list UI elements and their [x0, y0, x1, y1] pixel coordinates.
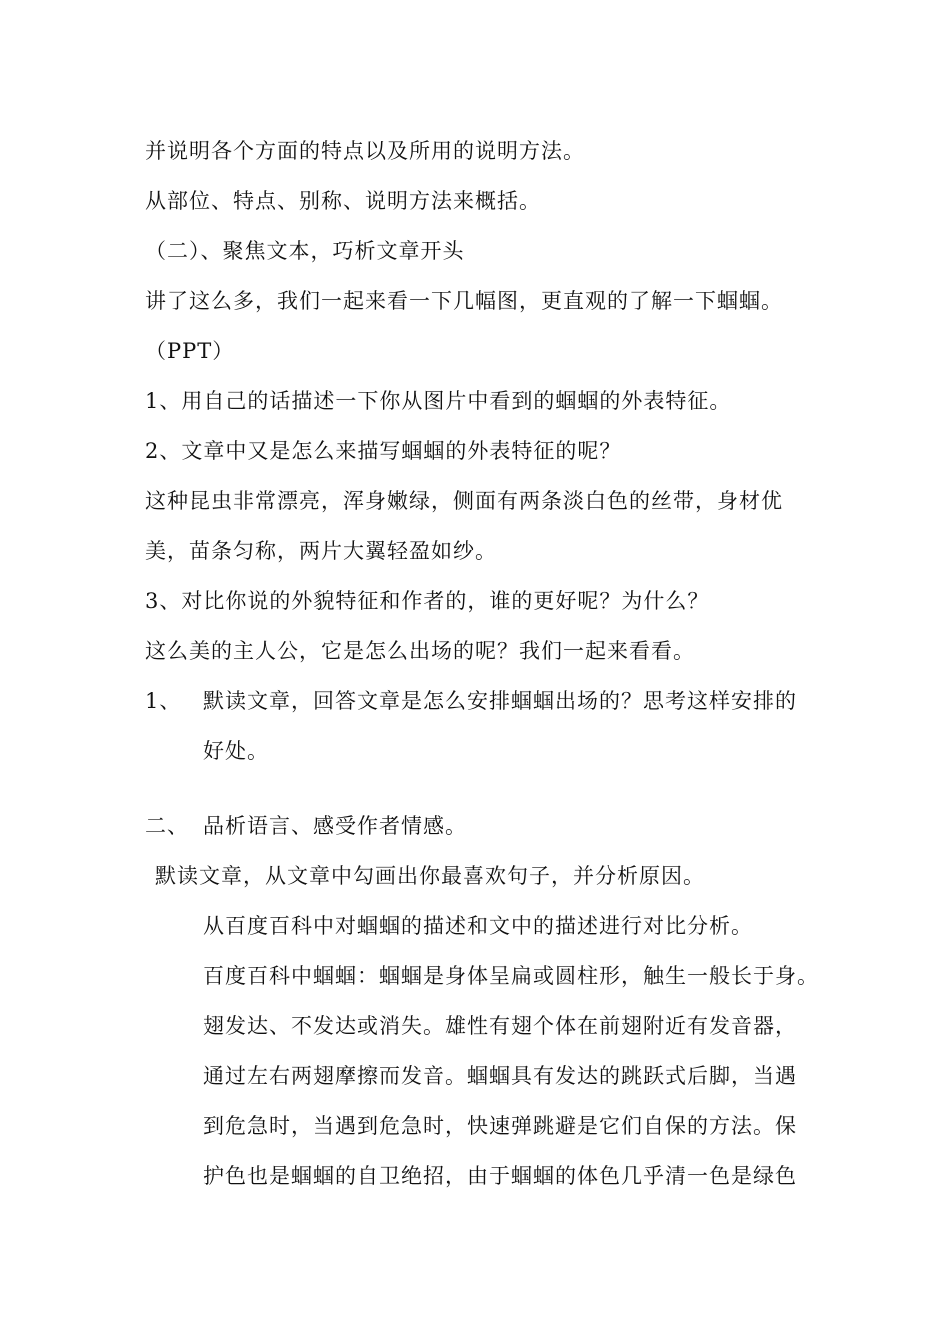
paragraph-line: 美，苗条匀称，两片大翼轻盈如纱。 [145, 539, 497, 563]
item-number: 1、 [145, 689, 182, 713]
paragraph-line: 从百度百科中对蝈蝈的描述和文中的描述进行对比分析。 [203, 914, 753, 938]
question-line: 3、对比你说的外貌特征和作者的，谁的更好呢？为什么？ [145, 589, 710, 613]
paragraph-line: 这种昆虫非常漂亮，浑身嫩绿，侧面有两条淡白色的丝带，身材优 [145, 489, 783, 513]
question-line: 1、用自己的话描述一下你从图片中看到的蝈蝈的外表特征。 [145, 389, 732, 413]
paragraph-line: 护色也是蝈蝈的自卫绝招，由于蝈蝈的体色几乎清一色是绿色 [203, 1164, 797, 1188]
paragraph-line: 从部位、特点、别称、说明方法来概括。 [145, 189, 541, 213]
section-title: 品析语言、感受作者情感。 [203, 814, 467, 838]
item-text: 默读文章，回答文章是怎么安排蝈蝈出场的？思考这样安排的 [203, 689, 797, 713]
paragraph-line: 翅发达、不发达或消失。雄性有翅个体在前翅附近有发音器， [203, 1014, 797, 1038]
numbered-item [145, 687, 797, 715]
section-number: 二、 [145, 814, 189, 838]
paragraph-line: 这么美的主人公，它是怎么出场的呢？我们一起来看看。 [145, 639, 695, 663]
question-line: 2、文章中又是怎么来描写蝈蝈的外表特征的呢？ [145, 439, 622, 463]
item-continuation: 好处。 [203, 739, 269, 763]
paragraph-line: （PPT） [145, 339, 235, 363]
paragraph-line: 到危急时，当遇到危急时，快速弹跳避是它们自保的方法。保 [203, 1114, 797, 1138]
section-heading [145, 812, 467, 840]
section-heading: （二）、聚焦文本，巧析文章开头 [145, 239, 465, 263]
paragraph-line: 通过左右两翅摩擦而发音。蝈蝈具有发达的跳跃式后脚，当遇 [203, 1064, 797, 1088]
paragraph-line: 默读文章，从文章中勾画出你最喜欢句子，并分析原因。 [155, 864, 705, 888]
paragraph-line: 讲了这么多，我们一起来看一下几幅图，更直观的了解一下蝈蝈。 [145, 289, 783, 313]
paragraph-line: 并说明各个方面的特点以及所用的说明方法。 [145, 139, 585, 163]
paragraph-line: 百度百科中蝈蝈：蝈蝈是身体呈扁或圆柱形，触生一般长于身。 [203, 964, 819, 988]
